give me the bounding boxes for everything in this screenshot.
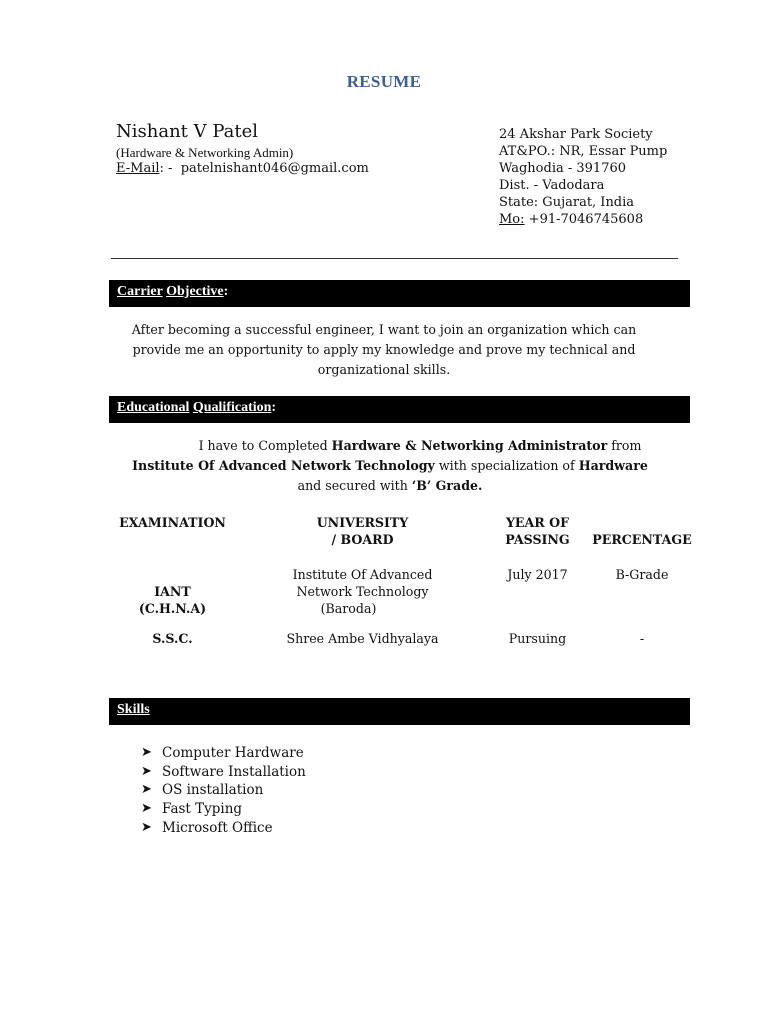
skills-heading-text: Skills — [117, 702, 150, 717]
intro-text: and secured with — [297, 478, 412, 493]
address-block — [499, 126, 667, 228]
list-item — [141, 781, 306, 800]
university-text: (Baroda) — [320, 601, 377, 616]
list-item — [141, 819, 306, 838]
intro-course: Hardware & Networking Administrator — [331, 438, 608, 453]
education-intro-line — [110, 456, 670, 476]
table-cell-percentage: - — [639, 631, 645, 646]
exam-name: (C.H.N.A) — [138, 601, 207, 616]
objective-heading — [109, 280, 690, 307]
column-header-percentage: PERCENTAGE — [592, 532, 692, 547]
column-header-text: UNIVERSITY — [316, 515, 409, 530]
address-line: State: Gujarat, India — [499, 195, 635, 210]
email-label-e: E — [116, 161, 126, 176]
skill-text: OS installation — [162, 782, 264, 799]
intro-text: from — [607, 438, 642, 453]
candidate-role: (Hardware & Networking Admin) — [116, 145, 294, 160]
intro-grade: ‘B’ Grade. — [411, 478, 483, 493]
objective-heading-word: Objective — [166, 284, 224, 299]
document-title: RESUME — [346, 72, 422, 91]
email-line — [116, 161, 369, 176]
skill-text: Computer Hardware — [162, 745, 304, 761]
column-header-year — [490, 514, 585, 548]
table-cell-year: July 2017 — [507, 567, 568, 582]
education-intro-line — [110, 436, 670, 456]
header-divider — [111, 258, 678, 259]
education-heading-word: Qualification — [192, 400, 272, 415]
table-cell-university: Shree Ambe Vidhyalaya — [286, 631, 439, 646]
mobile-number: +91-7046745608 — [528, 212, 644, 227]
arrow-bullet-icon: ➤ — [141, 819, 152, 835]
intro-specialization: Hardware — [578, 458, 648, 473]
objective-heading-colon: : — [223, 284, 229, 299]
column-header-text: PASSING — [505, 532, 570, 547]
skills-list — [141, 744, 306, 838]
address-line: Dist. - Vadodara — [499, 178, 605, 193]
skills-heading — [109, 698, 690, 725]
table-cell-year: Pursuing — [508, 631, 567, 646]
arrow-bullet-icon: ➤ — [141, 763, 152, 779]
column-header-university — [285, 514, 440, 548]
education-intro-line — [110, 476, 670, 496]
education-intro — [110, 436, 670, 496]
table-cell-university — [275, 566, 450, 617]
list-item — [141, 763, 306, 782]
column-header-text: / BOARD — [331, 532, 394, 547]
skill-text: Microsoft Office — [162, 819, 273, 836]
arrow-bullet-icon: ➤ — [141, 782, 152, 798]
list-item — [141, 744, 306, 763]
intro-text: I have to Completed — [198, 438, 332, 453]
university-text: Network Technology — [296, 584, 429, 599]
intro-institute: Institute Of Advanced Network Technology — [132, 458, 435, 473]
list-item — [141, 800, 306, 819]
exam-name: IANT — [154, 584, 191, 599]
objective-heading-word: Carrier — [117, 284, 163, 299]
candidate-name: Nishant V Patel — [116, 121, 259, 142]
education-heading-word: Educational — [117, 400, 190, 415]
address-line: 24 Akshar Park Society — [499, 127, 653, 142]
objective-text — [110, 320, 658, 380]
column-header-text: YEAR OF — [505, 515, 570, 530]
email-separator: : - — [159, 161, 173, 176]
education-heading-colon: : — [271, 400, 277, 415]
address-line: Waghodia - 391760 — [499, 161, 627, 176]
skill-text: Fast Typing — [162, 801, 243, 818]
skill-text: Software Installation — [162, 763, 306, 780]
email-address[interactable]: patelnishant046@gmail.com — [180, 161, 369, 176]
intro-text: with specialization of — [434, 458, 579, 473]
arrow-bullet-icon: ➤ — [141, 745, 152, 760]
email-label-rest: -Mail — [125, 161, 160, 176]
address-line: AT&PO.: NR, Essar Pump — [499, 144, 668, 159]
objective-line: provide me an opportunity to apply my knowledge and prove my technical and — [132, 342, 636, 357]
table-cell-percentage: B-Grade — [615, 567, 669, 582]
column-header-examination: EXAMINATION — [119, 515, 226, 530]
table-cell-exam: S.S.C. — [152, 631, 193, 646]
table-cell-exam — [110, 583, 235, 617]
mobile-label: Mo: — [499, 212, 525, 227]
arrow-bullet-icon: ➤ — [141, 801, 152, 817]
university-text: Institute Of Advanced — [292, 567, 433, 582]
education-heading — [109, 396, 690, 423]
objective-line: organizational skills. — [317, 362, 451, 377]
objective-line: After becoming a successful engineer, I want to join an organization which can — [131, 322, 637, 337]
mobile-line — [499, 211, 667, 228]
